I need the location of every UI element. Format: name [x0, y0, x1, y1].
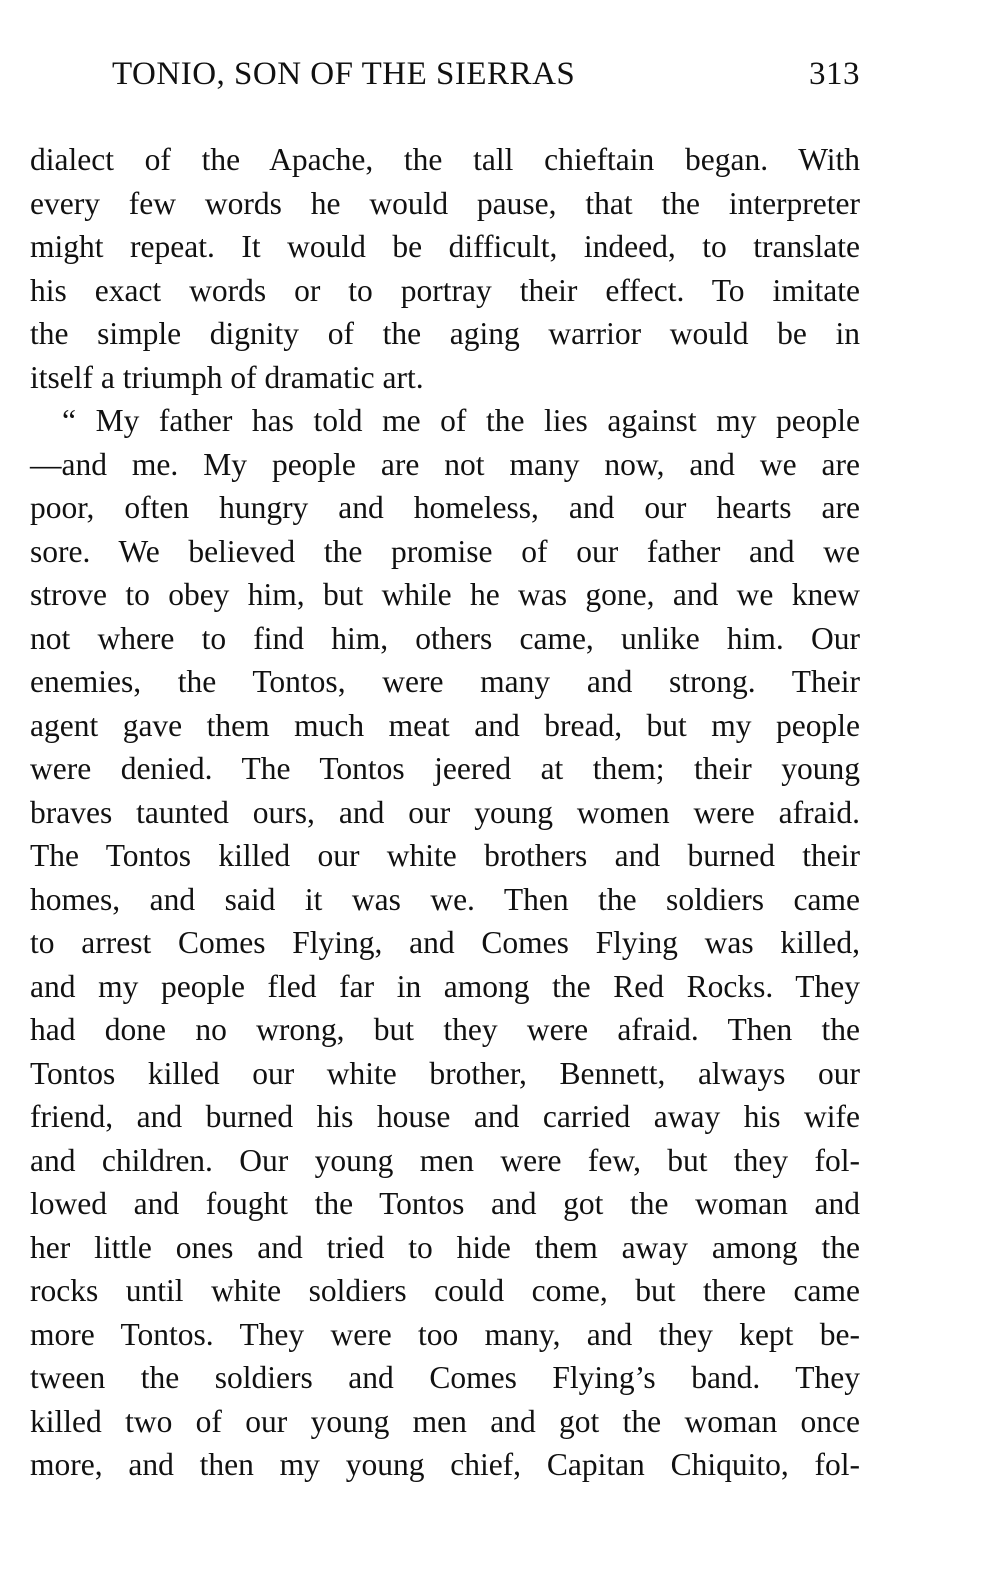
text-line: itself a triumph of dramatic art. — [30, 359, 424, 395]
text-line: more Tontos. They were too many, and they kept be- — [30, 1316, 860, 1352]
text-line: had done no wrong, but they were afraid. Then the — [30, 1012, 860, 1047]
text-line: Tontos killed our white brother, Bennett, always our — [30, 1055, 860, 1091]
text-line: poor, often hungry and homeless, and our hearts are — [30, 490, 860, 525]
text-line: her little ones and tried to hide them away among the — [30, 1229, 860, 1265]
text-line: agent gave them much meat and bread, but my people — [30, 707, 860, 743]
text-line: rocks until white soldiers could come, but there came — [30, 1273, 860, 1308]
text-line: not where to find him, others came, unlike him. Our — [30, 620, 860, 656]
text-line: killed two of our young men and got the woman once — [30, 1403, 860, 1439]
text-line: to arrest Comes Flying, and Comes Flying was killed, — [30, 925, 860, 960]
text-line: strove to obey him, but while he was gone, and we knew — [30, 577, 860, 612]
text-line: homes, and said it was we. Then the soldiers came — [30, 881, 860, 917]
text-line: every few words he would pause, that the interpreter — [30, 185, 860, 221]
text-line: were denied. The Tontos jeered at them; their young — [30, 751, 860, 786]
book-page — [30, 52, 860, 1487]
text-line: and my people fled far in among the Red Rocks. They — [30, 968, 860, 1004]
running-head — [30, 52, 860, 112]
text-line: the simple dignity of the aging warrior would be in — [30, 316, 860, 351]
text-line: braves taunted ours, and our young women were afraid. — [30, 794, 860, 830]
text-line: and children. Our young men were few, but they fol- — [30, 1142, 860, 1178]
body-text — [30, 138, 860, 1487]
text-line: his exact words or to portray their effect. To imitate — [30, 272, 860, 308]
text-line: lowed and fought the Tontos and got the woman and — [30, 1186, 860, 1221]
text-line: enemies, the Tontos, were many and strong. Their — [30, 664, 860, 699]
text-line: —and me. My people are not many now, and we are — [30, 446, 860, 482]
page-number: 313 — [809, 56, 860, 92]
text-line: dialect of the Apache, the tall chieftain began. With — [30, 142, 860, 177]
text-line: sore. We believed the promise of our father and we — [30, 533, 860, 569]
text-line: more, and then my young chief, Capitan Chiquito, fol- — [30, 1447, 860, 1482]
text-line: tween the soldiers and Comes Flying’s band. They — [30, 1360, 860, 1395]
text-line: The Tontos killed our white brothers and burned their — [30, 838, 860, 873]
running-title: TONIO, SON OF THE SIERRAS — [112, 56, 576, 92]
text-line: might repeat. It would be difficult, indeed, to translate — [30, 229, 860, 264]
text-line: “ My father has told me of the lies against my people — [62, 403, 860, 438]
text-line: friend, and burned his house and carried away his wife — [30, 1099, 860, 1134]
